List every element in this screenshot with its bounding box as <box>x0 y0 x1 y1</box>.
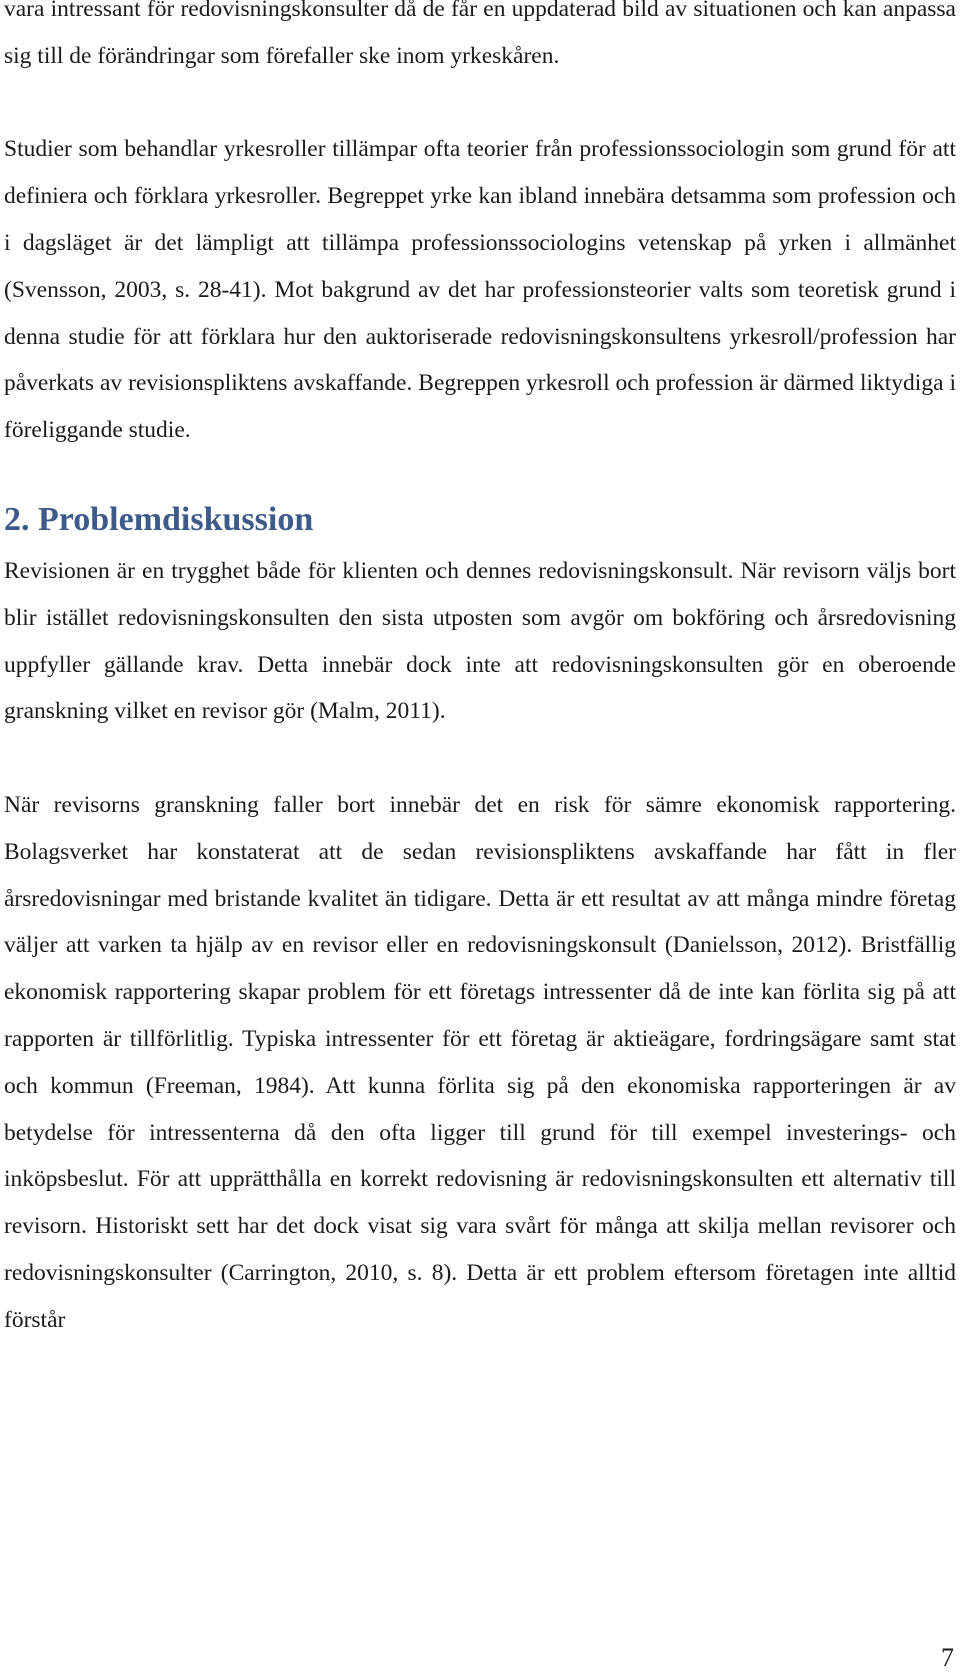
paragraph-reporting-risk: När revisorns granskning faller bort innebär det en risk för sämre ekonomisk rapportering. Bolagsverket har konstaterat att de sedan revisionspliktens avskaffande har fått in fler årsredovisningar med bristande kvalitet än tidigare. Detta är ett resultat av att många mindre företag väljer att varken ta hjälp av en revisor eller en redovisningskonsult (Danielsson, 2012). Bristfällig ekonomisk rapportering skapar problem för ett företags intressenter då de inte kan förlita sig på att rapporten är tillförlitlig. Typiska intressenter för ett företag är aktieägare, fordringsägare samt stat och kommun (Freeman, 1984). Att kunna förlita sig på den ekonomiska rapporteringen är av betydelse för intressenterna då den ofta ligger till grund för till exempel investerings- och inköpsbeslut. För att upprätthålla en korrekt redovisning är redovisningskonsulten ett alternativ till revisorn. Historiskt sett har det dock visat sig vara svårt för många att skilja mellan revisorer och redovisningskonsulter (Carrington, 2010, s. 8). Detta är ett problem eftersom företagen inte alltid förstår <box>4 791 956 1333</box>
paragraph-intro-continuation: vara intressant för redovisningskonsulter då de får en uppdaterad bild av situationen och kan anpassa sig till de förändringar som förefaller ske inom yrkeskåren. <box>4 0 956 69</box>
page-body <box>4 0 956 1344</box>
page-number: 7 <box>941 1643 954 1672</box>
paragraph-revision-safety: Revisionen är en trygghet både för klienten och dennes redovisningskonsult. När revisorn väljs bort blir istället redovisningskonsulten den sista utposten som avgör om bokföring och årsredovisning uppfyller gällande krav. Detta innebär dock inte att redovisningskonsulten gör en oberoende granskning vilket en revisor gör (Malm, 2011). <box>4 557 956 725</box>
paragraph-professions-theory: Studier som behandlar yrkesroller tillämpar ofta teorier från professionssociologin som grund för att definiera och förklara yrkesroller. Begreppet yrke kan ibland innebära detsamma som profession och i dagsläget är det lämpligt att tillämpa professionssociologins vetenskap på yrken i allmänhet (Svensson, 2003, s. 28-41). Mot bakgrund av det har professionsteorier valts som teoretisk grund i denna studie för att förklara hur den auktoriserade redovisningskonsultens yrkesroll/profession har påverkats av revisionspliktens avskaffande. Begreppen yrkesroll och profession är därmed liktydiga i föreliggande studie. <box>4 136 956 444</box>
section-heading: 2. Problemdiskussion <box>4 500 314 538</box>
